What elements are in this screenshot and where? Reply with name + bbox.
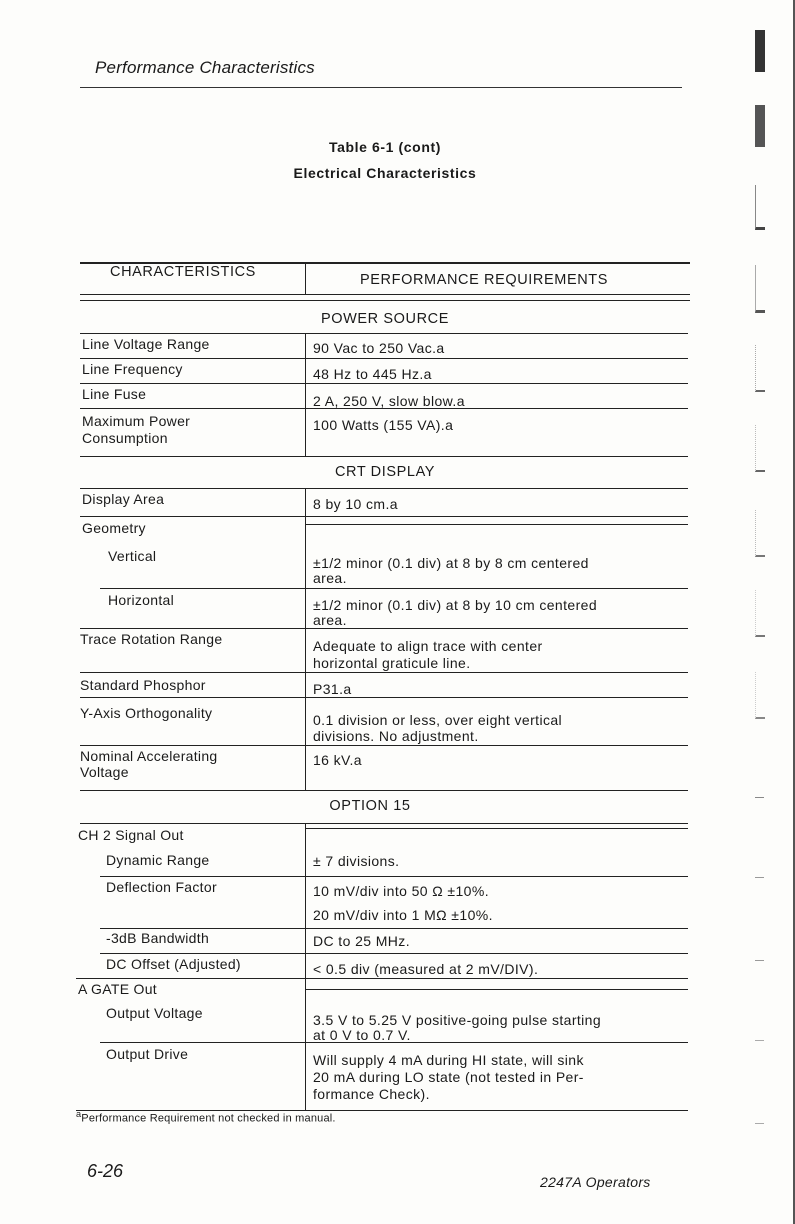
row-label: Standard Phosphor	[80, 677, 206, 693]
row-label: Deflection Factor	[106, 879, 217, 895]
row-value: 48 Hz to 445 Hz.a	[313, 366, 432, 382]
row-label: Dynamic Range	[106, 852, 210, 868]
row-value: ±1/2 minor (0.1 div) at 8 by 10 cm centered	[313, 597, 598, 613]
row-label: CH 2 Signal Out	[78, 827, 184, 843]
page-header-title: Performance Characteristics	[95, 58, 315, 77]
row-value: 100 Watts (155 VA).a	[313, 417, 454, 433]
edge-tab-mark	[755, 345, 765, 392]
row-value: 2 A, 250 V, slow blow.a	[313, 393, 465, 409]
rule	[76, 978, 688, 979]
table-caption-number: Table 6-1 (cont)	[328, 139, 442, 155]
rule	[100, 876, 688, 877]
edge-tab-mark	[755, 185, 765, 230]
row-label: Nominal Accelerating	[80, 748, 218, 764]
row-label: Line Fuse	[82, 386, 147, 402]
row-value: Adequate to align trace with center	[313, 638, 543, 654]
rule	[100, 928, 688, 929]
row-value: 20 mA during LO state (not tested in Per-	[313, 1069, 584, 1085]
column-divider	[305, 488, 306, 790]
row-label: Maximum Power	[82, 413, 191, 429]
rule	[100, 953, 688, 954]
row-label: A GATE Out	[78, 981, 157, 997]
rule	[80, 516, 688, 517]
row-value: area.	[313, 570, 347, 586]
row-value: 3.5 V to 5.25 V positive-going pulse starting	[313, 1012, 602, 1028]
column-divider	[305, 333, 306, 456]
edge-tab-mark	[755, 752, 764, 798]
edge-tab-mark	[755, 672, 765, 719]
row-value: divisions. No adjustment.	[313, 728, 479, 744]
row-value: horizontal graticule line.	[313, 655, 471, 671]
row-value: 0.1 division or less, over eight vertical	[313, 712, 563, 728]
manual-name: 2247A Operators	[540, 1174, 651, 1190]
row-label: DC Offset (Adjusted)	[106, 956, 241, 972]
row-label: Output Voltage	[106, 1005, 203, 1021]
edge-tab-mark	[755, 105, 765, 147]
row-value: ±1/2 minor (0.1 div) at 8 by 8 cm centered	[313, 555, 589, 571]
header-double-rule	[80, 300, 690, 301]
column-divider	[305, 262, 306, 294]
rule	[80, 383, 688, 384]
row-label: -3dB Bandwidth	[106, 930, 210, 946]
rule	[80, 790, 688, 791]
row-label: Horizontal	[108, 592, 175, 608]
row-value: P31.a	[313, 681, 352, 697]
section-title-power: POWER SOURCE	[320, 311, 450, 327]
rule	[305, 524, 688, 525]
row-value: DC to 25 MHz.	[313, 933, 410, 949]
table-caption-title: Electrical Characteristics	[293, 165, 477, 181]
row-value: 20 mV/div into 1 MΩ ±10%.	[313, 907, 493, 923]
row-label: Trace Rotation Range	[80, 631, 223, 647]
footnote-marker: a	[76, 1109, 82, 1119]
row-value: ± 7 divisions.	[313, 853, 400, 869]
row-value: 90 Vac to 250 Vac.a	[313, 340, 445, 356]
rule	[80, 456, 688, 457]
column-header-characteristics: CHARACTERISTICS	[110, 264, 256, 280]
rule	[305, 989, 688, 990]
row-label: Line Frequency	[82, 361, 183, 377]
row-value: area.	[313, 612, 347, 628]
row-value: formance Check).	[313, 1086, 430, 1102]
section-title-option15: OPTION 15	[329, 798, 411, 814]
row-label: Voltage	[80, 764, 129, 780]
footnote-text: Performance Requirement not checked in manual.	[81, 1112, 336, 1125]
header-bottom-rule	[80, 294, 690, 295]
row-label: Geometry	[82, 520, 146, 536]
row-label: Output Drive	[106, 1046, 189, 1062]
edge-tab-mark	[755, 425, 765, 472]
rule	[100, 588, 688, 589]
row-value: 8 by 10 cm.a	[313, 496, 398, 512]
rule	[80, 333, 688, 334]
row-value: 10 mV/div into 50 Ω ±10%.	[313, 883, 490, 899]
edge-tab-mark	[755, 1078, 764, 1124]
footnote	[76, 1109, 336, 1125]
row-label: Y-Axis Orthogonality	[80, 705, 213, 721]
page-number: 6-26	[87, 1161, 124, 1181]
edge-tab-mark	[755, 995, 764, 1041]
edge-tab-mark	[755, 832, 764, 878]
edge-tab-mark	[755, 30, 765, 72]
row-value: < 0.5 div (measured at 2 mV/DIV).	[313, 961, 539, 977]
edge-tab-mark	[755, 590, 765, 637]
rule	[305, 828, 688, 829]
edge-tab-mark	[755, 510, 765, 557]
edge-tab-mark	[755, 915, 764, 961]
rule	[80, 358, 688, 359]
row-label: Line Voltage Range	[82, 336, 210, 352]
row-value: 16 kV.a	[313, 752, 362, 768]
rule	[80, 745, 688, 746]
row-label: Display Area	[82, 491, 165, 507]
column-header-requirements: PERFORMANCE REQUIREMENTS	[360, 272, 609, 288]
row-value: Will supply 4 mA during HI state, will sink	[313, 1052, 584, 1068]
edge-tab-mark	[755, 265, 765, 313]
rule	[80, 672, 688, 673]
rule	[80, 823, 688, 824]
row-value: at 0 V to 0.7 V.	[313, 1027, 411, 1043]
row-label: Consumption	[82, 430, 168, 446]
rule	[80, 488, 688, 489]
header-rule	[80, 87, 682, 88]
section-title-crt: CRT DISPLAY	[334, 464, 436, 480]
column-divider	[305, 823, 306, 1110]
row-label: Vertical	[108, 548, 157, 564]
